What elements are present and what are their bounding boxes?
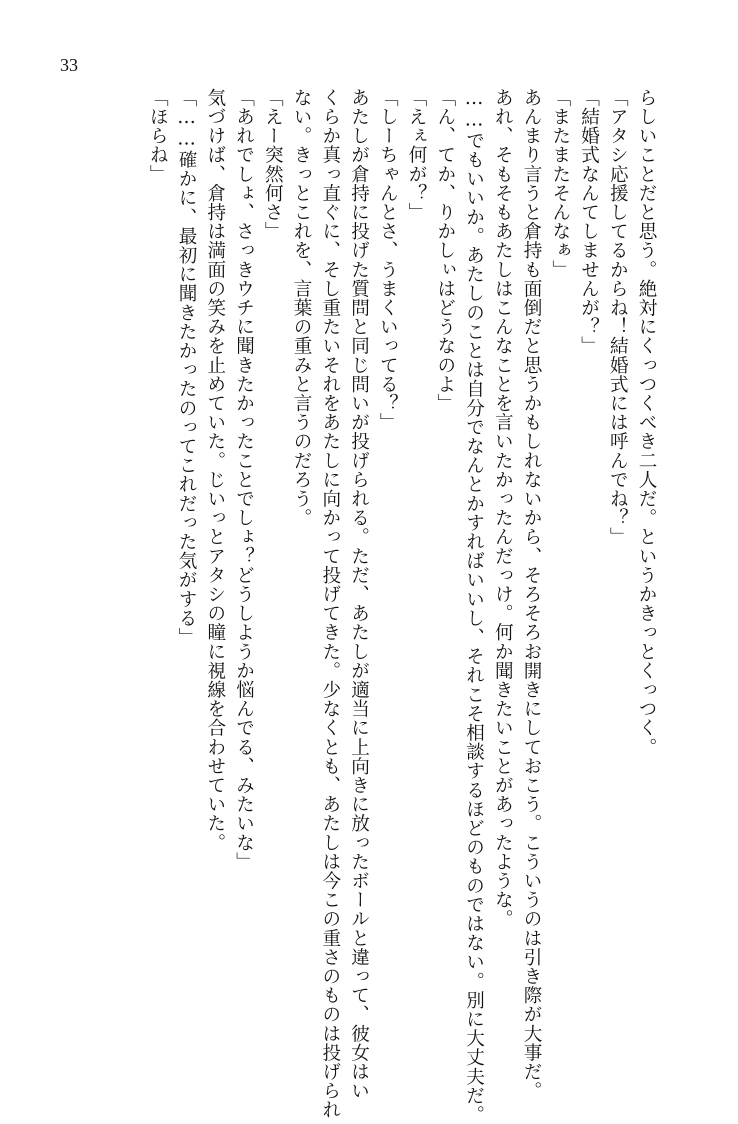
body-text: [143, 88, 661, 1124]
text-line: らしいことだと思う。絶対にくっつくべき二人だ。というかきっとくっつく。: [636, 88, 657, 757]
text-line: 「しーちゃんとさ、うまくいってる？」: [377, 88, 399, 432]
text-line: 「……確かに、最初に聞きたかったのってこれだった気がする」: [176, 88, 197, 647]
text-line: 「結婚式なんてしませんが？」: [578, 88, 600, 356]
text-line: 「アタシ応援してるからね！結婚式には呼んでね？」: [607, 88, 629, 547]
text-line: 「あれでしょ、さっきウチに聞きたかったことでしょ？どうしようか悩んでる、みたいな」: [233, 88, 255, 872]
text-line: くらか真っ直ぐに、そし重たいそれをあたしに向かって投げてきた。少なくとも、あたしは今この重さのものは投げられ: [319, 88, 341, 1120]
text-line: 「えぇ何が？」: [406, 88, 427, 222]
text-line: 「ん、てか、りかしぃはどうなのよ」: [434, 88, 456, 413]
text-line: ……でもいいか。あたしのことは自分でなんとかすればいいし、それこそ相談するほどのものではない。別に大丈夫だ。: [463, 88, 485, 1124]
text-line: 「またまたそんなぁ」: [549, 88, 571, 279]
text-line: 「えー突然何さ」: [262, 88, 284, 241]
text-line: ない。きっとこれを、言葉の重みと言うのだろう。: [291, 88, 312, 528]
text-line: あたしが倉持に投げた質問と同じ問いが投げられる。ただ、あたしが適当に上向きに放ったボールと違って、彼女はい: [348, 88, 370, 1101]
text-line: あれ、そもそもあたしはこんなことを言いたかったんだっけ。何か聞きたいことがあったような。: [492, 88, 514, 929]
text-line: 気づけば、倉持は満面の笑みを止めていた。じいっとアタシの瞳に視線を合わせていた。: [204, 88, 226, 852]
text-line: あんまり言うと倉持も面倒だと思うかもしれないから、そろそろお開きにしておこう。こういうのは引き際が大事だ。: [521, 88, 542, 1101]
text-line: 「ほらね」: [147, 88, 169, 184]
page-number: 33: [60, 55, 78, 75]
